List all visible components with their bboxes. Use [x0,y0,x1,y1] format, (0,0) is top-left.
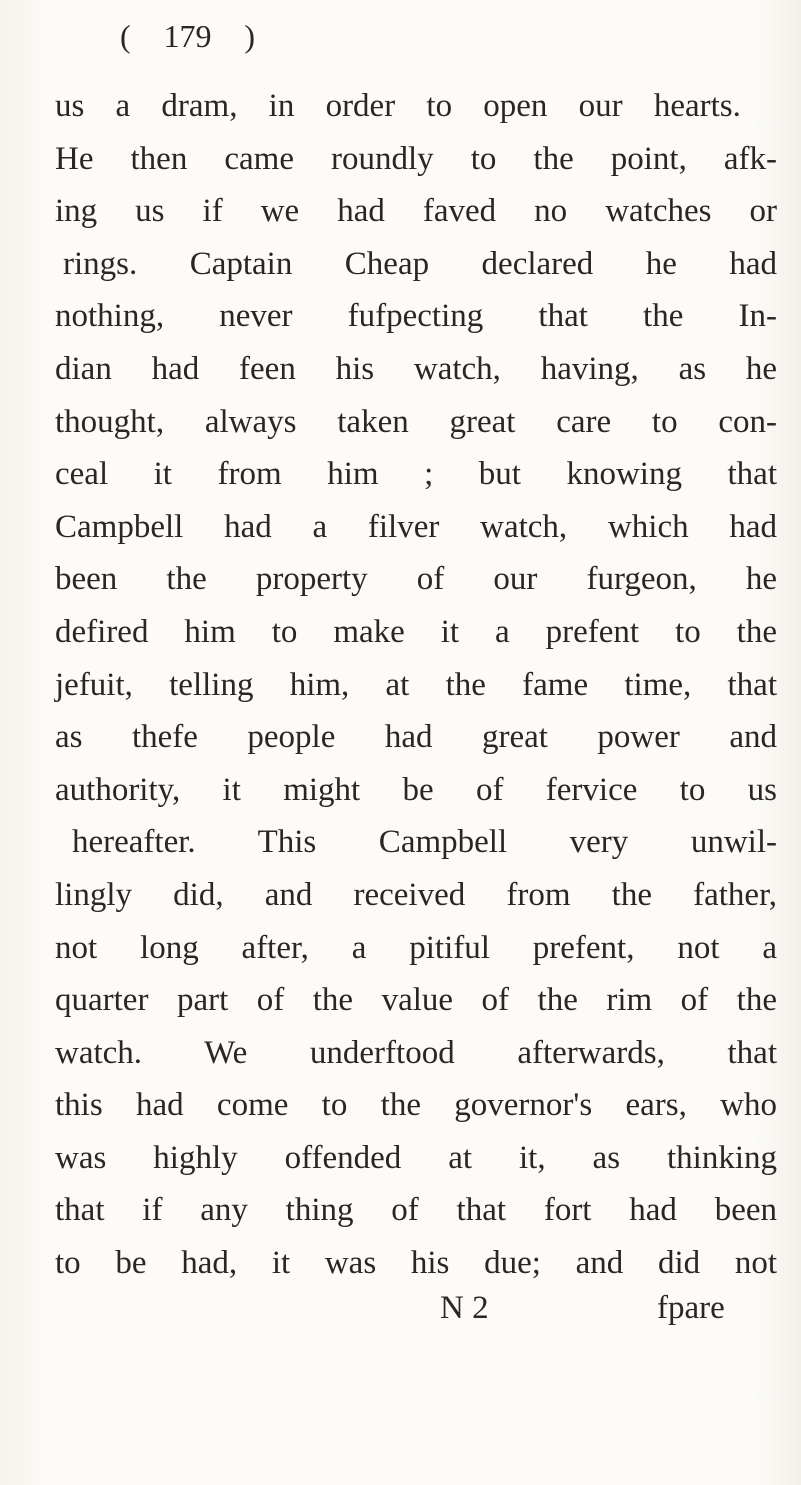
text-line-content: thought, always taken great care to con- [55,403,777,440]
text-line [55,448,777,501]
header-paren-open: ( [120,18,131,54]
text-line [55,238,777,291]
text-line [55,343,777,396]
text-line-content: quarter part of the value of the rim of the [55,982,777,1019]
text-line-content: lingly did, and received from the father, [55,876,777,913]
text-line [55,922,777,975]
text-line-content: ing us if we had faved no watches or [55,193,777,230]
text-line [55,396,777,449]
text-line-content: was highly offended at it, as thinking [55,1139,777,1176]
text-line [55,711,777,764]
text-line-content: watch. We underftood afterwards, that [55,1034,777,1071]
text-line [55,816,777,869]
text-line-content: as thefe people had great power and [55,719,777,756]
text-line-content: to be had, it was his due; and did not [55,1245,777,1282]
text-line [55,1079,777,1132]
header-paren-close: ) [244,18,255,54]
text-line [55,659,777,712]
text-line-content: dian had feen his watch, having, as he [55,350,777,387]
text-line [55,869,777,922]
text-line [55,133,777,186]
page-header [120,18,255,55]
text-line [55,1027,777,1080]
text-line [55,1184,777,1237]
text-line-content: not long after, a pitiful prefent, not a [55,929,777,966]
text-line [55,80,777,133]
text-line [55,606,777,659]
text-line [55,290,777,343]
text-line-content: us a dram, in order to open our hearts. [55,88,741,124]
text-line [55,764,777,817]
text-line [55,501,777,554]
text-line-content: authority, it might be of fervice to us [55,771,777,808]
text-line-content: been the property of our furgeon, he [55,561,777,598]
text-line [55,553,777,606]
body-text [55,80,777,1290]
signature-mark: N 2 [440,1290,489,1326]
text-line-content: hereafter. This Campbell very unwil- [72,824,777,861]
text-line-content: jefuit, telling him, at the fame time, that [55,666,777,703]
text-line [55,974,777,1027]
text-line-content: Campbell had a filver watch, which had [55,508,777,545]
text-line [55,1237,777,1290]
catchword: fpare [657,1290,725,1326]
text-line-content: this had come to the governor's ears, who [55,1087,777,1124]
text-line-content: defired him to make it a prefent to the [55,613,777,650]
text-line [55,1132,777,1185]
text-line-content: rings. Captain Cheap declared he had [63,245,777,282]
text-line-content: ceal it from him ; but knowing that [55,456,777,493]
text-line-content: that if any thing of that fort had been [55,1192,777,1229]
page-number: 179 [163,18,212,54]
text-line-content: nothing, never fufpecting that the In- [55,298,777,335]
text-line-content: He then came roundly to the point, afk- [55,140,777,177]
text-line [55,185,777,238]
